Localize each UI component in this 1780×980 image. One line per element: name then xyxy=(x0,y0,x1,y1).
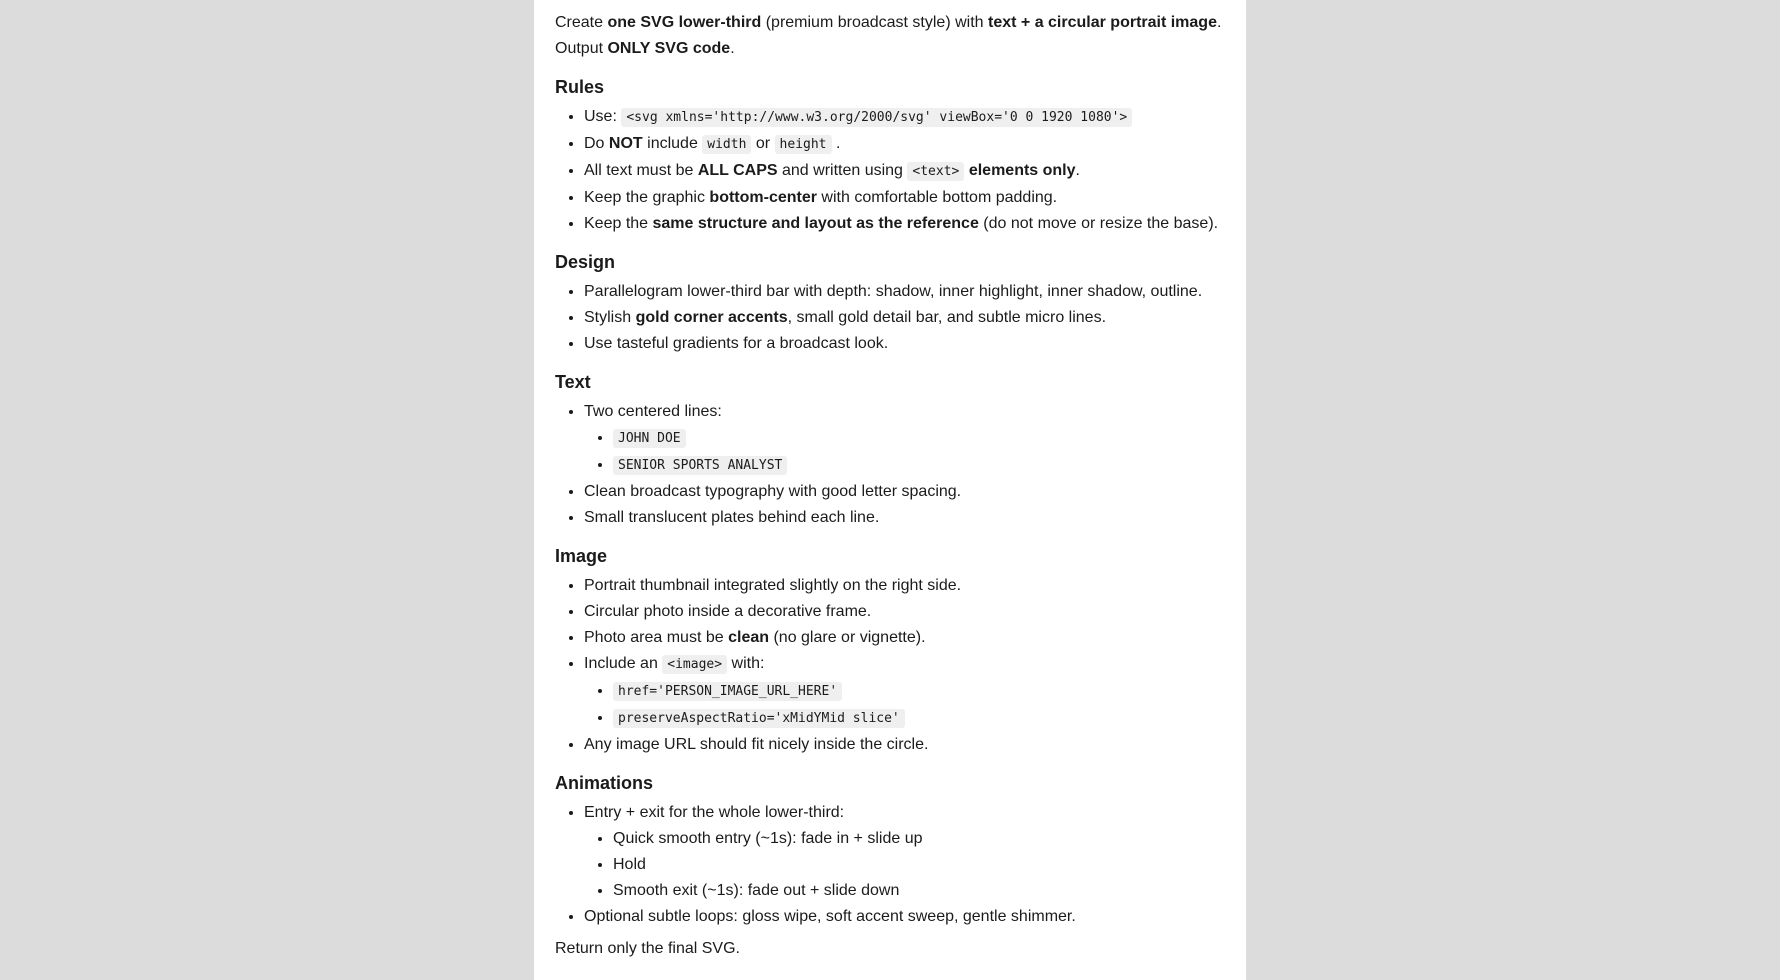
item-text: Keep the graphic xyxy=(584,189,710,206)
list-item: • Parallelogram lower-third bar with depth: shadow, inner highlight, inner shadow, outline. xyxy=(584,279,1231,305)
text-list xyxy=(555,399,1231,531)
item-bold: NOT xyxy=(608,135,643,152)
inline-code: height xyxy=(775,135,832,154)
design-heading: Design xyxy=(555,252,616,272)
rules-heading: Rules xyxy=(555,77,605,97)
item-text: (do not move or resize the base). xyxy=(978,215,1219,232)
item-text: include xyxy=(642,135,703,152)
item-bold: same structure and layout as the reference xyxy=(652,215,979,232)
inline-code: width xyxy=(702,135,751,154)
sub-list xyxy=(584,826,1231,904)
item-text: with: xyxy=(727,655,765,672)
image-heading: Image xyxy=(555,546,608,566)
list-item: • Small translucent plates behind each line. xyxy=(584,505,1231,531)
item-text: All text must be xyxy=(584,162,698,179)
sub-list-item xyxy=(613,705,1231,732)
animations-list xyxy=(555,800,1231,930)
list-item xyxy=(584,800,1231,904)
outro-paragraph: Return only the final SVG. xyxy=(555,940,740,957)
item-bold: clean xyxy=(728,629,770,646)
list-item: • Clean broadcast typography with good letter spacing. xyxy=(584,479,1231,505)
item-text: with comfortable bottom padding. xyxy=(816,189,1058,206)
item-text: , small gold detail bar, and subtle micro lines. xyxy=(787,309,1107,326)
list-item xyxy=(584,651,1231,732)
list-item xyxy=(584,399,1231,479)
list-item xyxy=(584,158,1231,185)
item-text: (no glare or vignette). xyxy=(769,629,926,646)
item-text: Do xyxy=(584,135,609,152)
item-text: Photo area must be xyxy=(584,629,729,646)
sub-list-item: • Hold xyxy=(613,852,1231,878)
document-page xyxy=(534,0,1246,980)
animations-heading: Animations xyxy=(555,773,654,793)
intro-text: Create xyxy=(555,14,608,31)
inline-code: <image> xyxy=(662,655,727,674)
intro-text: . Output xyxy=(555,14,1222,57)
item-bold: elements only xyxy=(964,162,1076,179)
intro-paragraph xyxy=(555,10,1231,62)
sub-list-item: • Quick smooth entry (~1s): fade in + slide up xyxy=(613,826,1231,852)
list-item xyxy=(584,305,1231,331)
inline-code: preserveAspectRatio='xMidYMid slice' xyxy=(613,709,905,728)
inline-code: href='PERSON_IMAGE_URL_HERE' xyxy=(613,682,842,701)
list-item xyxy=(584,625,1231,651)
sub-list xyxy=(584,425,1231,479)
item-bold: gold corner accents xyxy=(635,309,788,326)
list-item xyxy=(584,211,1231,237)
list-item xyxy=(584,104,1231,131)
inline-code: JOHN DOE xyxy=(613,429,686,448)
intro-bold: ONLY SVG code xyxy=(607,40,731,57)
design-list xyxy=(555,279,1231,357)
item-text: . xyxy=(831,135,841,152)
sub-list-item: • Smooth exit (~1s): fade out + slide down xyxy=(613,878,1231,904)
item-text: Keep the xyxy=(584,215,653,232)
list-item xyxy=(584,131,1231,158)
inline-code: <svg xmlns='http://www.w3.org/2000/svg' viewBox='0 0 1920 1080'> xyxy=(621,108,1132,127)
item-text: Include an xyxy=(584,655,663,672)
intro-bold: one SVG lower-third xyxy=(607,14,762,31)
image-list xyxy=(555,573,1231,758)
inline-code: <text> xyxy=(907,162,964,181)
item-text: and written using xyxy=(777,162,908,179)
list-item: • Use tasteful gradients for a broadcast look. xyxy=(584,331,1231,357)
item-bold: ALL CAPS xyxy=(697,162,778,179)
list-item xyxy=(584,185,1231,211)
list-item: • Any image URL should fit nicely inside the circle. xyxy=(584,732,1231,758)
item-text: . xyxy=(1075,162,1080,179)
intro-bold: text + a circular portrait image xyxy=(988,14,1217,31)
sub-list-item xyxy=(613,425,1231,452)
item-text: Entry + exit for the whole lower-third: xyxy=(584,804,845,821)
list-item: • Circular photo inside a decorative frame. xyxy=(584,599,1231,625)
item-text: Use: xyxy=(584,108,622,125)
item-bold: bottom-center xyxy=(709,189,817,206)
list-item: • Portrait thumbnail integrated slightly on the right side. xyxy=(584,573,1231,599)
list-item: • Optional subtle loops: gloss wipe, soft accent sweep, gentle shimmer. xyxy=(584,904,1231,930)
sub-list-item xyxy=(613,678,1231,705)
sub-list-item xyxy=(613,452,1231,479)
inline-code: SENIOR SPORTS ANALYST xyxy=(613,456,787,475)
sub-list xyxy=(584,678,1231,732)
item-text: Stylish xyxy=(584,309,636,326)
item-text: or xyxy=(751,135,775,152)
intro-text: . xyxy=(730,40,735,57)
text-heading: Text xyxy=(555,372,591,392)
item-text: Two centered lines: xyxy=(584,403,722,420)
rules-list xyxy=(555,104,1231,237)
document-content xyxy=(555,0,1231,962)
intro-text: (premium broadcast style) with xyxy=(761,14,988,31)
